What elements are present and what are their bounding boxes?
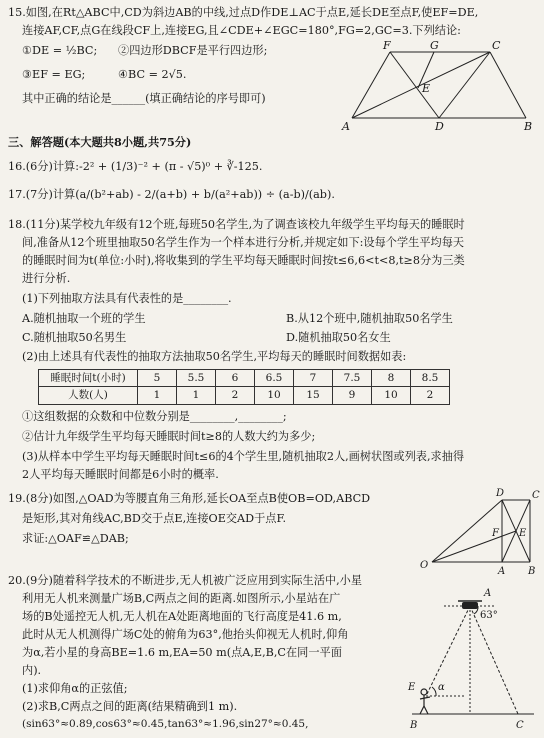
table-row-label-count: 人数(人) bbox=[39, 387, 138, 404]
q18-c2: ②估计九年级学生平均每天睡眠时间t≥8的人数大约为多少; bbox=[22, 430, 316, 443]
q15-segment-CD bbox=[439, 52, 490, 118]
sleep-data-table bbox=[38, 369, 450, 405]
q19-line1: 19.(8分)如图,△OAD为等腰直角三角形,延长OA至点B使OB=OD,ABCD bbox=[8, 492, 371, 505]
q18-line4: 进行分析. bbox=[22, 272, 71, 285]
q15-label-G: G bbox=[430, 40, 439, 52]
table-cell-count: 9 bbox=[333, 387, 372, 404]
q19-label-B: B bbox=[528, 566, 536, 577]
q18-line3: 的睡眠时间为t(单位:小时),将收集到的学生平均每天睡眠时间按t≤6,6<t<8,t≥8分为三类 bbox=[22, 254, 465, 267]
q15-segment-CB bbox=[490, 52, 526, 118]
q15-segment-FD bbox=[390, 52, 439, 118]
q15-label-F: F bbox=[383, 40, 391, 52]
table-row-count bbox=[39, 387, 450, 404]
q15-segment-AC bbox=[352, 52, 490, 118]
table-cell-time: 8.5 bbox=[411, 370, 450, 387]
q15-option-1: ①DE = ½BC; bbox=[22, 44, 98, 57]
q19-segment-OE bbox=[432, 531, 516, 562]
q15-segment-AF bbox=[352, 52, 390, 118]
q18-c3b: 2人平均每天睡眠时间都是6小时的概率. bbox=[22, 468, 219, 481]
q19-label-F: F bbox=[492, 528, 499, 539]
q20-segment-AE bbox=[426, 606, 470, 696]
q15-geometry-figure bbox=[340, 40, 540, 132]
q20-sub1: (1)求仰角α的正弦值; bbox=[22, 682, 128, 695]
q15-line2: 连接AF,CF,点G在线段CF上,连接EG,且∠CDE+∠EGC=180°,FG=2,GC=3.下列结论: bbox=[22, 24, 461, 37]
q19-label-D: D bbox=[496, 488, 505, 499]
q15-label-E: E bbox=[422, 82, 431, 95]
q20-line3: 场的B处遥控无人机,无人机在A处距离地面的飞行高度是41.6 m, bbox=[22, 610, 342, 623]
table-cell-count: 1 bbox=[138, 387, 177, 404]
q15-option-3: ③EF = EG; bbox=[22, 68, 86, 81]
q20-label-A: A bbox=[484, 588, 492, 599]
q19-label-A: A bbox=[498, 566, 506, 577]
q18-c1: ①这组数据的众数和中位数分别是________,________; bbox=[22, 410, 287, 423]
q15-label-D: D bbox=[435, 120, 444, 132]
q19-label-O: O bbox=[420, 560, 429, 571]
q20-label-C: C bbox=[516, 720, 524, 731]
table-cell-time: 8 bbox=[372, 370, 411, 387]
q19-line3: 求证:△OAF≌△DAB; bbox=[22, 532, 129, 545]
q19-line2: 是矩形,其对角线AC,BD交于点E,连接OE交AD于点F. bbox=[22, 512, 287, 525]
q20-line2: 利用无人机来测量广场B,C两点之间的距离.如图所示,小星站在广 bbox=[22, 592, 341, 605]
q20-sub2: (2)求B,C两点之间的距离(结果精确到1 m). bbox=[22, 700, 238, 713]
q19-label-C: C bbox=[532, 490, 540, 501]
q18-c3a: (3)从样本中学生平均每天睡眠时间t≤6的4个学生里,随机抽取2人,画树状图或列表,求抽得 bbox=[22, 450, 465, 463]
q18-option-A: A.随机抽取一个班的学生 bbox=[22, 312, 146, 325]
q18-line1: 18.(11分)某学校九年级有12个班,每班50名学生,为了调查该校九年级学生平均每天的睡眠时 bbox=[8, 218, 465, 231]
table-cell-count: 10 bbox=[255, 387, 294, 404]
table-cell-time: 7 bbox=[294, 370, 333, 387]
q20-drone-figure bbox=[404, 586, 542, 736]
q19-label-E: E bbox=[519, 528, 527, 539]
q20-label-E: E bbox=[408, 682, 416, 693]
q18-sub1: (1)下列抽取方法具有代表性的是________. bbox=[22, 292, 232, 305]
q15-label-B: B bbox=[524, 120, 533, 132]
q20-label-alpha: α bbox=[438, 682, 445, 693]
q18-option-B: B.从12个班中,随机抽取50名学生 bbox=[286, 312, 453, 325]
q18-line2: 间,准备从12个班里抽取50名学生作为一个样本进行分析,并规定如下:设每个学生平均每天 bbox=[22, 236, 465, 249]
q15-line1: 15.如图,在Rt△ABC中,CD为斜边AB的中线,过点D作DE⊥AC于点E,延长DE至点F,使EF=DE, bbox=[8, 6, 479, 19]
q20-segment-AC bbox=[470, 606, 518, 714]
q20-label-B: B bbox=[410, 720, 418, 731]
q17-text: 17.(7分)计算(a/(b²+ab) - 2/(a+b) + b/(a²+ab)) ÷ (a-b)/(ab). bbox=[8, 188, 335, 201]
q20-label-63: 63° bbox=[480, 610, 498, 621]
q15-label-C: C bbox=[492, 40, 501, 52]
section-heading: 三、解答题(本大题共8小题,共75分) bbox=[8, 135, 192, 149]
q18-option-D: D.随机抽取50名女生 bbox=[286, 331, 391, 344]
table-cell-time: 5 bbox=[138, 370, 177, 387]
table-cell-count: 15 bbox=[294, 387, 333, 404]
q20-line1: 20.(9分)随着科学技术的不断进步,无人机被广泛应用到实际生活中,小星 bbox=[8, 574, 363, 587]
table-cell-time: 5.5 bbox=[177, 370, 216, 387]
table-cell-count: 10 bbox=[372, 387, 411, 404]
table-row-time bbox=[39, 370, 450, 387]
q20-line6: 内). bbox=[22, 664, 42, 677]
q15-option-4: ④BC = 2√5. bbox=[118, 68, 187, 81]
table-row-label-time: 睡眠时间t(小时) bbox=[39, 370, 138, 387]
q15-answer-prompt: 其中正确的结论是______(填正确结论的序号即可) bbox=[22, 92, 266, 105]
table-cell-time: 6.5 bbox=[255, 370, 294, 387]
q19-geometry-figure bbox=[418, 486, 542, 578]
q18-option-C: C.随机抽取50名男生 bbox=[22, 331, 127, 344]
q15-option-2: ②四边形DBCF是平行四边形; bbox=[118, 44, 268, 57]
table-cell-count: 2 bbox=[216, 387, 255, 404]
person-icon bbox=[420, 689, 430, 714]
table-cell-count: 1 bbox=[177, 387, 216, 404]
q20-line5: 为α,若小星的身高BE=1.6 m,EA=50 m(点A,E,B,C在同一平面 bbox=[22, 646, 342, 659]
q18-sub2: (2)由上述具有代表性的抽取方法抽取50名学生,平均每天的睡眠时间数据如表: bbox=[22, 350, 407, 363]
q20-reference-values: (sin63°≈0.89,cos63°≈0.45,tan63°≈1.96,sin27°≈0.45, bbox=[22, 718, 309, 730]
q20-angle-alpha-arc bbox=[432, 687, 436, 696]
q16-text: 16.(6分)计算:-2² + (1/3)⁻² + (π - √5)⁰ + ∛-125. bbox=[8, 160, 263, 173]
q15-label-A: A bbox=[342, 120, 350, 132]
table-cell-time: 7.5 bbox=[333, 370, 372, 387]
q20-line4: 此时从无人机测得广场C处的俯角为63°,他抬头仰视无人机时,仰角 bbox=[22, 628, 349, 641]
table-cell-count: 2 bbox=[411, 387, 450, 404]
table-cell-time: 6 bbox=[216, 370, 255, 387]
